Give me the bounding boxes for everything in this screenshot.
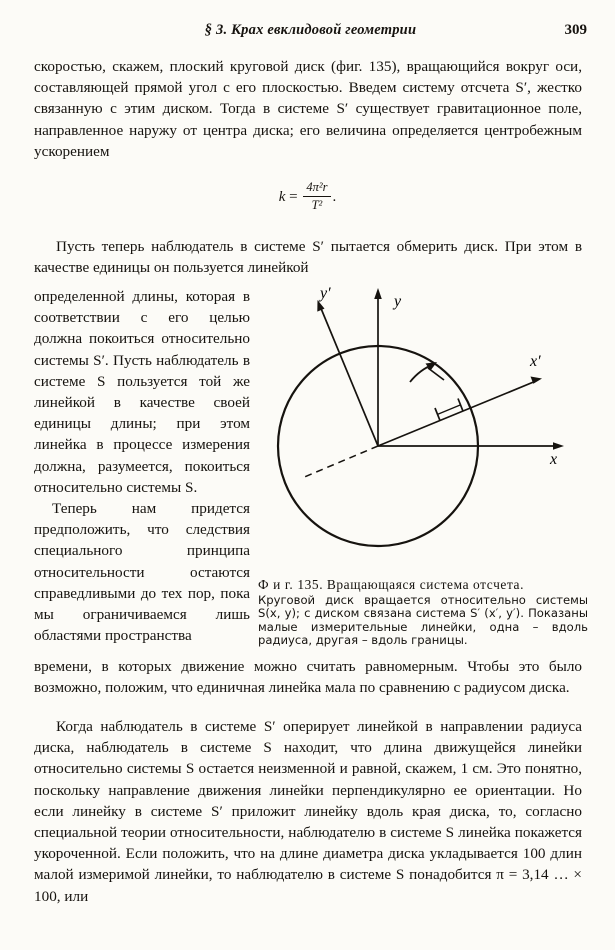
formula-denominator: T²	[311, 198, 323, 212]
figure-caption-title: Вращающаяся система отсчета.	[326, 577, 525, 592]
x-axis-arrowhead	[553, 442, 564, 450]
paragraph-2: Пусть теперь наблюдатель в системе S′ пытается обмерить диск. При этом в качестве единицы он пользуется линейкой	[34, 238, 582, 277]
dashed-radius-line	[302, 446, 378, 478]
figure-caption	[258, 578, 588, 648]
formula-numerator: 4π²r	[303, 180, 330, 197]
formula-period: .	[332, 188, 337, 205]
figure-rotating-disk	[258, 276, 588, 576]
paragraph-1: скоростью, скажем, плоский круговой диск (фиг. 135), вращающийся вокруг оси, составляющей прямой угол с его плоскостью. Введем систему отсчета S′, жестко связанную с этим диском. Тогда в системе S′ существует гравитационное поле, направленное наружу от центра диска; его величина определяется центробежным ускорением	[34, 58, 582, 160]
y-prime-axis-line	[320, 306, 378, 446]
label-y: y	[394, 293, 402, 310]
page-number: 309	[564, 22, 587, 38]
formula-lhs: k	[278, 188, 286, 205]
paragraph-3: времени, в которых движение можно считать равномерным. Чтобы это было возможно, положим, что единичная линейка мала по сравнению с радиусом диска.	[34, 658, 582, 697]
left-column-text	[34, 286, 250, 646]
running-head-title: § 3. Крах евклидовой геометрии	[204, 22, 417, 38]
label-y-prime: y′	[320, 285, 331, 302]
ruler-radius-tick-2	[458, 399, 463, 412]
formula-equals: =	[289, 188, 298, 205]
page-header	[34, 22, 587, 44]
formula-fraction	[303, 180, 330, 213]
paragraph-4: Когда наблюдатель в системе S′ оперирует линейкой в направлении радиуса диска, наблюдатель в системе S находит, что длина движущейся линейки относительно системы S остается неизменной и равной, скажем, 1 см. Это понятно, поскольку направление движения линейки перпендикулярно ее ориентации. Но если линейку в системе S′ приложит линейку вдоль края диска, то, согласно специальной теории относительности, наблюдателю в системе S линейка покажется укороченной. Если положить, что на длине диаметра диска укладывается 100 длин малой измеримой линейки, то наблюдателю в системе S понадобится π = 3,14 … × 100, или	[34, 718, 582, 905]
figure-caption-number: Ф и г. 135.	[258, 577, 324, 592]
label-x-prime: x′	[530, 353, 541, 370]
label-x: x	[550, 451, 558, 468]
y-axis-arrowhead	[374, 288, 382, 299]
left-column-para-2: Теперь нам придется предположить, что следствия специального принципа относительности остаются справедливыми до тех пор, пока мы ограничиваемся лишь областями пространства	[34, 500, 250, 645]
figure-caption-text: Круговой диск вращается относительно системы S(x, y); с диском связана система S′ (x′, y′). Показаны малые измерительные линейки, одна – вдоль радиуса, другая – вдоль границы.	[258, 592, 588, 648]
left-column-para-1: определенной длины, которая в соответствии с его целью должна покоиться относительно системы S′. Пусть наблюдатель в системе S пользуется той же линейкой в качестве своей единицы длины; при этом линейка в процессе измерения должна, разумеется, покоиться относительно системы S.	[34, 288, 250, 496]
formula-centrifugal-acceleration	[0, 180, 615, 213]
figure-svg	[258, 276, 588, 576]
x-prime-axis-line	[378, 381, 536, 446]
